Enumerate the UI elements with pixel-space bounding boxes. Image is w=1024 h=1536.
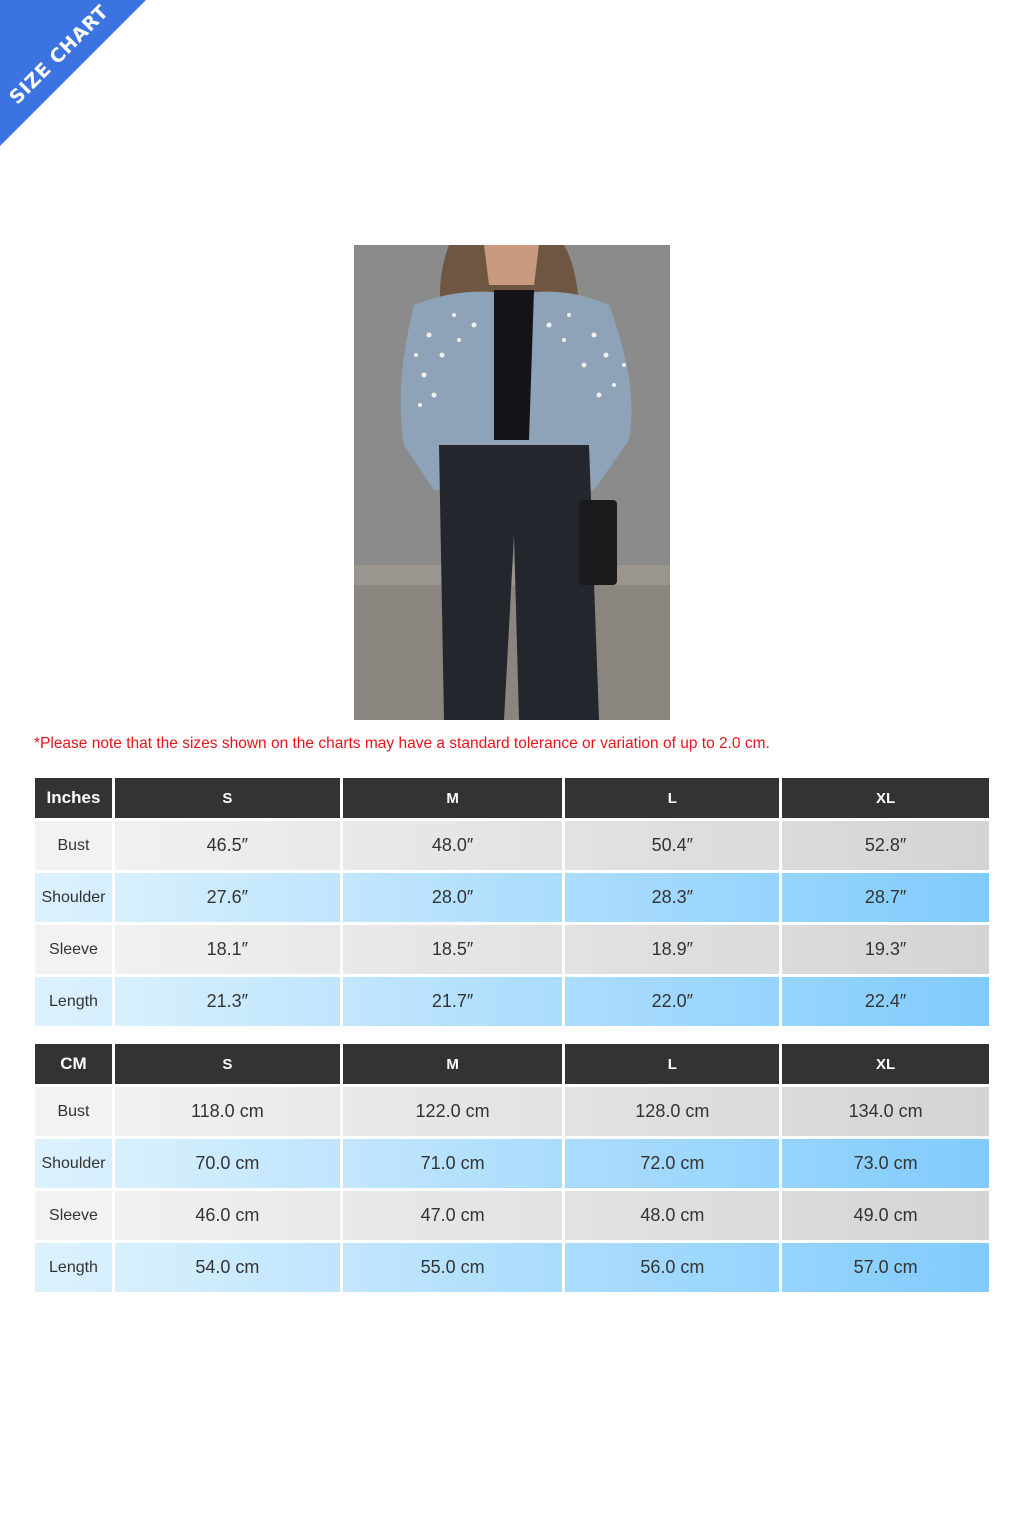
table-row-shoulder [35, 873, 989, 922]
unit-header: Inches [35, 778, 112, 818]
size-header-l: L [565, 778, 779, 818]
size-header-m: M [343, 778, 563, 818]
ribbon-label: SIZE CHART [5, 0, 114, 109]
table-cell: 28.3″ [565, 873, 779, 922]
table-header-row [35, 1044, 989, 1084]
size-header-xl: XL [782, 778, 989, 818]
unit-header: CM [35, 1044, 112, 1084]
table-cell: 46.0 cm [115, 1191, 340, 1240]
table-cell: 73.0 cm [782, 1139, 989, 1188]
table-cell: 49.0 cm [782, 1191, 989, 1240]
table-row-bust [35, 1087, 989, 1136]
table-header-row [35, 778, 989, 818]
size-header-m: M [343, 1044, 563, 1084]
table-cell: 54.0 cm [115, 1243, 340, 1292]
model-illustration-icon [354, 245, 670, 720]
table-cell: 70.0 cm [115, 1139, 340, 1188]
table-cell: 46.5″ [115, 821, 340, 870]
table-cell: 55.0 cm [343, 1243, 563, 1292]
size-chart-ribbon [0, 0, 150, 150]
size-header-xl: XL [782, 1044, 989, 1084]
table-cell: 18.5″ [343, 925, 563, 974]
table-cell: 118.0 cm [115, 1087, 340, 1136]
table-cell: 47.0 cm [343, 1191, 563, 1240]
row-label: Shoulder [35, 1139, 112, 1188]
table-cell: 48.0″ [343, 821, 563, 870]
row-label: Sleeve [35, 925, 112, 974]
table-row-shoulder [35, 1139, 989, 1188]
table-cell: 122.0 cm [343, 1087, 563, 1136]
table-cell: 56.0 cm [565, 1243, 779, 1292]
table-cell: 21.3″ [115, 977, 340, 1026]
table-cell: 71.0 cm [343, 1139, 563, 1188]
table-row-sleeve [35, 1191, 989, 1240]
size-table-inches [32, 775, 992, 1029]
table-cell: 22.0″ [565, 977, 779, 1026]
table-cell: 18.1″ [115, 925, 340, 974]
size-header-l: L [565, 1044, 779, 1084]
table-cell: 28.7″ [782, 873, 989, 922]
table-row-length [35, 977, 989, 1026]
row-label: Length [35, 1243, 112, 1292]
ribbon-triangle [0, 0, 146, 146]
row-label: Length [35, 977, 112, 1026]
table-cell: 22.4″ [782, 977, 989, 1026]
table-row-length [35, 1243, 989, 1292]
table-cell: 18.9″ [565, 925, 779, 974]
table-row-sleeve [35, 925, 989, 974]
tolerance-note: *Please note that the sizes shown on the charts may have a standard tolerance or variation of up to 2.0 cm. [34, 735, 770, 752]
size-header-s: S [115, 1044, 340, 1084]
row-label: Sleeve [35, 1191, 112, 1240]
table-cell: 28.0″ [343, 873, 563, 922]
row-label: Shoulder [35, 873, 112, 922]
table-cell: 134.0 cm [782, 1087, 989, 1136]
size-header-s: S [115, 778, 340, 818]
row-label: Bust [35, 821, 112, 870]
table-cell: 21.7″ [343, 977, 563, 1026]
product-photo [354, 245, 670, 720]
table-cell: 128.0 cm [565, 1087, 779, 1136]
table-cell: 27.6″ [115, 873, 340, 922]
table-row-bust [35, 821, 989, 870]
row-label: Bust [35, 1087, 112, 1136]
table-cell: 50.4″ [565, 821, 779, 870]
table-cell: 48.0 cm [565, 1191, 779, 1240]
table-cell: 19.3″ [782, 925, 989, 974]
size-table-cm [32, 1041, 992, 1295]
table-cell: 72.0 cm [565, 1139, 779, 1188]
table-cell: 52.8″ [782, 821, 989, 870]
table-cell: 57.0 cm [782, 1243, 989, 1292]
